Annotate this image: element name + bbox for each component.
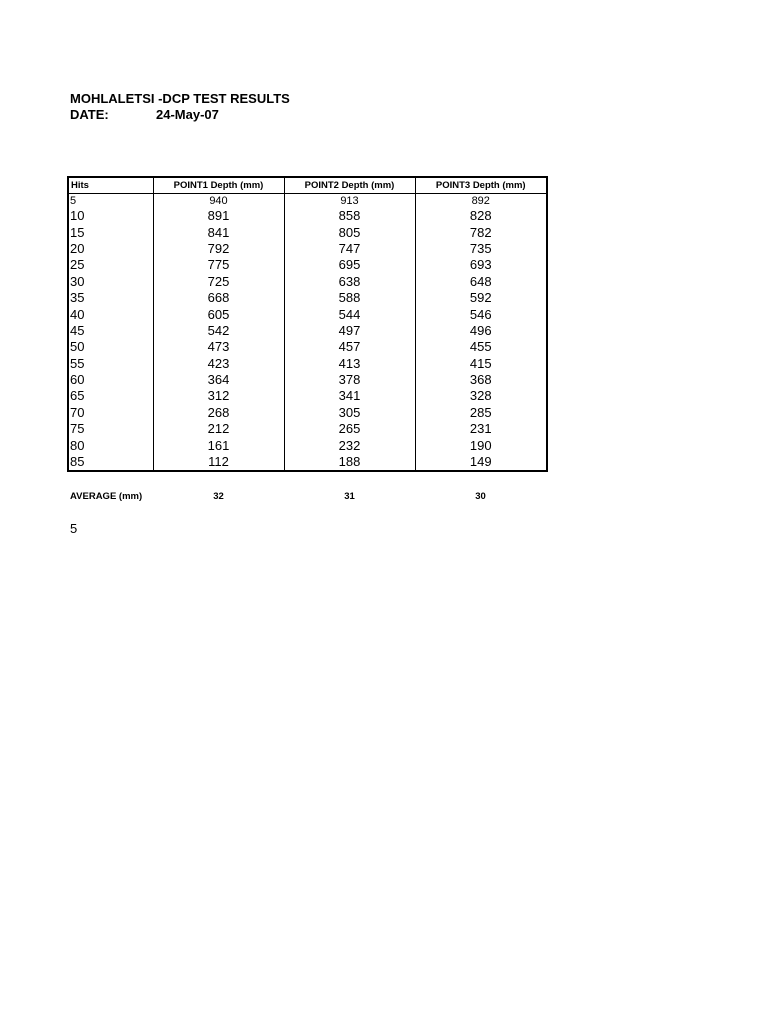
date-value: 24-May-07 [156,107,219,122]
table-row [68,356,547,372]
point2-depth-cell: 544 [284,306,415,322]
point2-depth-cell: 913 [284,194,415,209]
point3-depth-cell: 328 [469,388,492,404]
hits-cell: 20 [68,241,153,257]
table-row [68,372,547,388]
table-row [68,241,547,257]
hits-cell: 80 [68,437,153,453]
table-row [68,274,547,290]
point1-depth-cell: 940 [153,194,284,209]
table-row [68,405,547,421]
table-row [68,339,547,355]
footer-note: 5 [70,521,78,536]
point1-depth-cell: 792 [153,241,284,257]
hits-cell: 50 [68,339,153,355]
point3-depth-cell: 592 [469,290,492,306]
point2-depth-cell: 747 [284,241,415,257]
point2-depth-cell: 341 [284,388,415,404]
point2-depth-cell: 265 [284,421,415,437]
hits-cell: 45 [68,323,153,339]
hits-cell: 60 [68,372,153,388]
column-header-point2: POINT2 Depth (mm) [284,177,415,194]
hits-cell: 75 [68,421,153,437]
point3-depth-cell: 892 [471,195,490,207]
point3-depth-cell: 415 [469,355,492,371]
table-row [68,421,547,437]
point1-depth-cell: 312 [153,388,284,404]
table-row [68,290,547,306]
point2-depth-cell: 232 [284,437,415,453]
point1-depth-cell: 891 [153,208,284,224]
average-row [70,491,550,505]
hits-cell: 25 [68,257,153,273]
column-header-point1: POINT1 Depth (mm) [153,177,284,194]
point1-depth-cell: 725 [153,274,284,290]
point3-depth-cell: 693 [469,257,492,273]
hits-cell: 10 [68,208,153,224]
point1-depth-cell: 605 [153,306,284,322]
point1-depth-cell: 161 [153,437,284,453]
point1-depth-cell: 473 [153,339,284,355]
table-row [68,454,547,471]
hits-cell: 85 [68,454,153,471]
table-row [68,208,547,224]
average-point1: 32 [213,491,224,502]
point2-depth-cell: 695 [284,257,415,273]
point1-depth-cell: 542 [153,323,284,339]
table-row [68,388,547,404]
point2-depth-cell: 858 [284,208,415,224]
point2-depth-cell: 588 [284,290,415,306]
dcp-results-table [67,176,548,472]
point3-depth-cell: 190 [469,437,492,453]
point3-depth-cell: 735 [469,240,492,256]
title-block [70,91,290,123]
point1-depth-cell: 668 [153,290,284,306]
point3-depth-cell: 285 [469,404,492,420]
column-header-point3: POINT3 Depth (mm) [415,177,547,194]
hits-cell: 40 [68,306,153,322]
hits-cell: 5 [68,194,153,209]
point3-depth-cell: 231 [469,421,492,437]
hits-cell: 30 [68,274,153,290]
point3-depth-cell: 368 [469,372,492,388]
point2-depth-cell: 188 [284,454,415,471]
point2-depth-cell: 805 [284,224,415,240]
point3-depth-cell: 782 [469,224,492,240]
point1-depth-cell: 212 [153,421,284,437]
point2-depth-cell: 638 [284,274,415,290]
point1-depth-cell: 112 [153,454,284,471]
point3-depth-cell: 648 [469,273,492,289]
table-row [68,224,547,240]
date-label: DATE: [70,107,109,122]
point1-depth-cell: 423 [153,356,284,372]
point3-depth-cell: 546 [469,306,492,322]
page-title: MOHLALETSI -DCP TEST RESULTS [70,91,290,106]
table-row [68,194,547,209]
point3-depth-cell: 149 [469,454,492,470]
hits-cell: 65 [68,388,153,404]
date-line [70,107,290,123]
table-body [68,194,547,472]
point2-depth-cell: 457 [284,339,415,355]
point3-depth-cell: 828 [469,208,492,224]
table-row [68,257,547,273]
table-row [68,437,547,453]
point2-depth-cell: 413 [284,356,415,372]
point3-depth-cell: 455 [469,339,492,355]
point1-depth-cell: 268 [153,405,284,421]
table-row [68,306,547,322]
table-row [68,323,547,339]
average-point3: 30 [475,491,486,502]
hits-cell: 15 [68,224,153,240]
column-header-hits: Hits [68,177,153,194]
point1-depth-cell: 775 [153,257,284,273]
hits-cell: 70 [68,405,153,421]
hits-cell: 55 [68,356,153,372]
point1-depth-cell: 364 [153,372,284,388]
point2-depth-cell: 378 [284,372,415,388]
point2-depth-cell: 305 [284,405,415,421]
point1-depth-cell: 841 [153,224,284,240]
average-point2: 31 [344,491,355,502]
hits-cell: 35 [68,290,153,306]
table-header-row [68,177,547,194]
point2-depth-cell: 497 [284,323,415,339]
point3-depth-cell: 496 [469,322,492,338]
average-label: AVERAGE (mm) [70,491,143,502]
